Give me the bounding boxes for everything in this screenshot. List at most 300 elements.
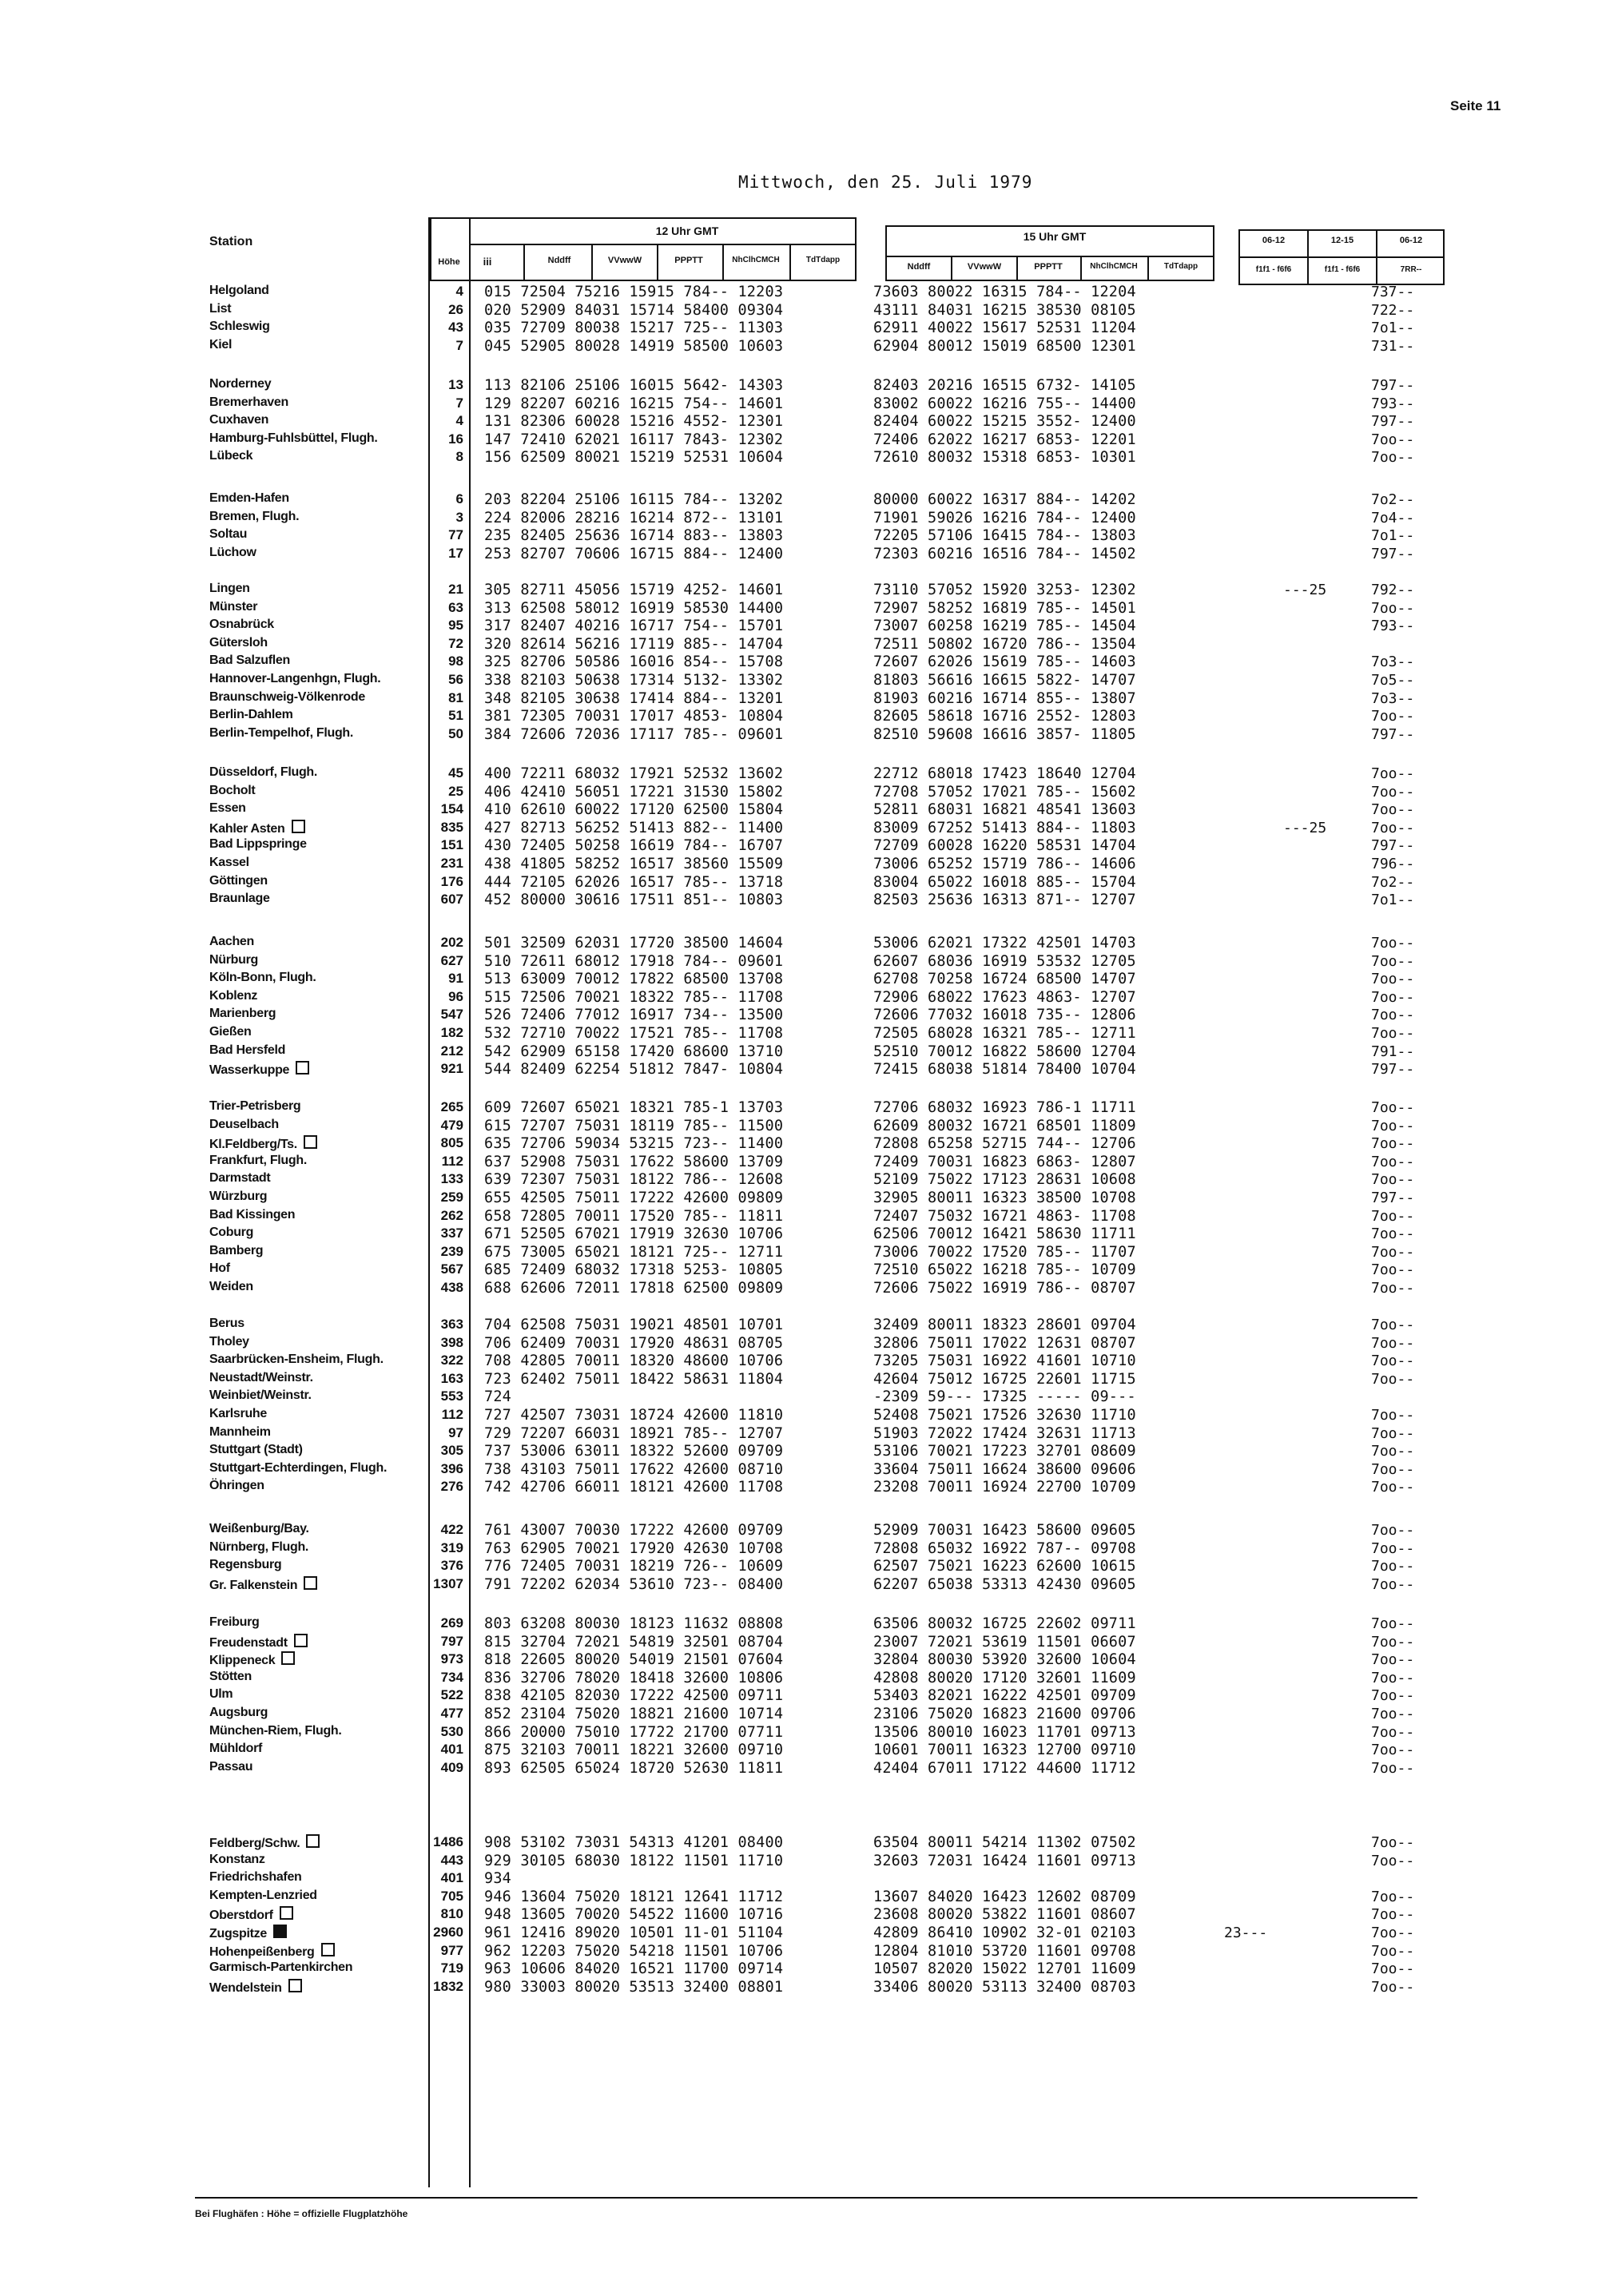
remark-code: 7oo-- — [1371, 1742, 1415, 1759]
col15-vvwww: VVwwW — [967, 262, 1002, 272]
obs-15utc: 72511 50802 16720 786-- 13504 — [873, 635, 1136, 653]
remark-code: 7oo-- — [1371, 449, 1415, 467]
remark-code: 7oo-- — [1371, 1099, 1415, 1116]
obs-15utc: 52811 68031 16821 48541 13603 — [873, 801, 1136, 819]
obs-12utc: 946 13604 75020 18121 12641 11712 — [484, 1888, 784, 1905]
station-name — [209, 546, 425, 560]
station-name-text: Bamberg — [209, 1243, 264, 1257]
station-name-text: Garmisch-Partenkirchen — [209, 1960, 353, 1975]
station-height: 319 — [440, 1539, 463, 1555]
remark-code: 7oo-- — [1371, 988, 1415, 1006]
station-height: 163 — [440, 1370, 463, 1386]
obs-15utc: 73603 80022 16315 784-- 12204 — [873, 284, 1136, 300]
remark-code: 7oo-- — [1371, 1135, 1415, 1153]
obs-15utc: 52109 75022 17123 28631 10608 — [873, 1171, 1136, 1189]
obs-15utc: 73110 57052 15920 3253- 12302 — [873, 582, 1136, 598]
remark-code: 7oo-- — [1371, 1633, 1415, 1650]
station-name — [209, 1979, 425, 1996]
obs-12utc: 129 82207 60216 16215 754-- 14601 — [484, 395, 784, 412]
station-height: 51 — [448, 708, 463, 724]
remark-code: 7oo-- — [1371, 765, 1415, 782]
station-height: 133 — [440, 1171, 463, 1187]
obs-15utc: 83009 67252 51413 884-- 11803 — [873, 819, 1136, 836]
station-height: 72 — [448, 635, 463, 651]
obs-15utc: 42604 75012 16725 22601 11715 — [873, 1370, 1136, 1388]
station-height: 477 — [440, 1706, 463, 1721]
col15-dewpoint: TdTdapp — [1163, 262, 1198, 271]
obs-12utc: 203 82204 25106 16115 784-- 13202 — [484, 491, 784, 508]
remark-code: 7o4-- — [1371, 509, 1415, 526]
station-height: 6 — [455, 491, 463, 506]
obs-15utc: 72415 68038 51814 78400 10704 — [873, 1061, 1136, 1078]
station-name-text: Wasserkuppe — [209, 1063, 290, 1078]
obs-15utc: 53106 70021 17223 32701 08609 — [873, 1443, 1136, 1460]
col15-nddff: Nddff — [907, 262, 931, 272]
station-name-text: Trier-Petrisberg — [209, 1099, 301, 1113]
station-height: 112 — [441, 1407, 463, 1422]
obs-12utc: 635 72706 59034 53215 723-- 11400 — [484, 1135, 784, 1153]
obs-12utc: 893 62505 65024 18720 52630 11811 — [484, 1759, 784, 1777]
station-name — [209, 431, 425, 446]
station-height: 2960 — [433, 1925, 463, 1940]
station-name-text: Köln-Bonn, Flugh. — [209, 971, 316, 985]
station-name-text: Klippeneck — [209, 1654, 276, 1668]
col12-vvwww: VVwwW — [607, 256, 642, 265]
remark-code: 7oo-- — [1371, 1424, 1415, 1442]
obs-12utc: 544 82409 62254 51812 7847- 10804 — [484, 1061, 784, 1078]
obs-15utc: -2309 59--- 17325 ----- 09--- — [873, 1388, 1136, 1406]
station-name-text: Schleswig — [209, 320, 270, 334]
station-name-text: Essen — [209, 801, 246, 816]
station-height: 973 — [440, 1651, 463, 1667]
obs-12utc: 637 52908 75031 17622 58600 13709 — [484, 1153, 784, 1170]
obs-15utc: 62507 75021 16223 62600 10615 — [873, 1558, 1136, 1575]
obs-15utc: 81903 60216 16714 855-- 13807 — [873, 689, 1136, 707]
station-height: 43 — [448, 320, 463, 336]
obs-12utc: 962 12203 75020 54218 11501 10706 — [484, 1942, 784, 1960]
remark-code: 793-- — [1371, 395, 1415, 412]
obs-15utc: 72808 65258 52715 744-- 12706 — [873, 1135, 1136, 1153]
station-height: 63 — [448, 599, 463, 615]
station-name-text: Wendelstein — [209, 1980, 282, 1995]
remark-code: 7o3-- — [1371, 653, 1415, 671]
station-height: 96 — [448, 988, 463, 1004]
square-icon — [304, 1135, 317, 1149]
remark-code: 797-- — [1371, 1190, 1415, 1206]
obs-12utc: 224 82006 28216 16214 872-- 13101 — [484, 509, 784, 526]
obs-12utc: 615 72707 75031 18119 785-- 11500 — [484, 1117, 784, 1134]
station-name-text: Friedrichshafen — [209, 1870, 302, 1885]
col15-clouds: NhClhCMCH — [1090, 262, 1138, 271]
precip-value: 23--- — [1224, 1925, 1268, 1941]
obs-12utc: 542 62909 65158 17420 68600 13710 — [484, 1043, 784, 1060]
station-name-text: Braunschweig-Völkenrode — [209, 689, 365, 704]
station-height: 398 — [440, 1334, 463, 1350]
station-name — [209, 1280, 425, 1294]
station-name — [209, 377, 425, 391]
remark-code: 7oo-- — [1371, 1243, 1415, 1261]
obs-15utc: 62207 65038 53313 42430 09605 — [873, 1575, 1136, 1593]
remark-code: 7oo-- — [1371, 1280, 1415, 1297]
obs-15utc: 10507 82020 15022 12701 11609 — [873, 1960, 1136, 1978]
station-name-text: Mannheim — [209, 1424, 271, 1439]
station-name — [209, 953, 425, 967]
obs-15utc: 62911 40022 15617 52531 11204 — [873, 320, 1136, 337]
remark-code: 7oo-- — [1371, 1888, 1415, 1905]
station-height: 269 — [440, 1615, 463, 1631]
station-name — [209, 1889, 425, 1903]
obs-15utc: 72706 68032 16923 786-1 11711 — [873, 1099, 1136, 1116]
page-number: Seite 11 — [1450, 98, 1501, 113]
station-height: 522 — [440, 1687, 463, 1703]
station-height: 363 — [440, 1317, 463, 1332]
station-name — [209, 1335, 425, 1349]
remark-code: 7oo-- — [1371, 1353, 1415, 1370]
remark-code: 7oo-- — [1371, 1558, 1415, 1575]
obs-12utc: 320 82614 56216 17119 885-- 14704 — [484, 635, 784, 653]
obs-15utc: 73006 65252 15719 786-- 14606 — [873, 856, 1136, 872]
remark-code: 722-- — [1371, 301, 1415, 319]
station-name — [209, 1171, 425, 1186]
station-name — [209, 1742, 425, 1756]
station-name — [209, 1099, 425, 1114]
obs-12utc: 934 — [484, 1870, 512, 1888]
extra-sub-1: f1f1 - f6f6 — [1255, 265, 1292, 274]
station-name — [209, 856, 425, 870]
obs-12utc: 948 13605 70020 54522 11600 10716 — [484, 1906, 784, 1924]
remark-code: 7oo-- — [1371, 783, 1415, 800]
station-name-text: Berlin-Tempelhof, Flugh. — [209, 725, 354, 740]
col12-ppptt: PPPTT — [674, 256, 703, 265]
station-height: 567 — [440, 1261, 463, 1277]
station-height: 176 — [440, 873, 463, 889]
station-name-text: Lübeck — [209, 449, 253, 463]
station-name-text: Norderney — [209, 377, 272, 391]
remark-code: 792-- — [1371, 582, 1415, 598]
obs-15utc: 72407 75032 16721 4863- 11708 — [873, 1207, 1136, 1225]
station-name — [209, 1479, 425, 1493]
station-name — [209, 1540, 425, 1555]
remark-code: 797-- — [1371, 725, 1415, 743]
station-name — [209, 1007, 425, 1021]
obs-15utc: 81803 56616 16615 5822- 14707 — [873, 672, 1136, 689]
remark-code: 7oo-- — [1371, 1370, 1415, 1388]
station-height: 1307 — [433, 1575, 463, 1591]
obs-12utc: 818 22605 80020 54019 21501 07604 — [484, 1651, 784, 1669]
station-height: 16 — [448, 431, 463, 447]
remark-code: 7o5-- — [1371, 672, 1415, 689]
obs-12utc: 444 72105 62026 16517 785-- 13718 — [484, 873, 784, 891]
station-height: 479 — [440, 1117, 463, 1133]
obs-15utc: 72406 62022 16217 6853- 12201 — [873, 431, 1136, 448]
remark-code: 7oo-- — [1371, 1706, 1415, 1722]
station-name-text: Freudenstadt — [209, 1635, 288, 1650]
obs-15utc: 72505 68028 16321 785-- 12711 — [873, 1025, 1136, 1042]
station-name — [209, 1388, 425, 1403]
station-height: 17 — [448, 545, 463, 561]
station-name — [209, 892, 425, 906]
remark-code: 7o2-- — [1371, 873, 1415, 891]
station-name-text: München-Riem, Flugh. — [209, 1723, 342, 1738]
station-height: 810 — [440, 1906, 463, 1922]
station-name-text: Feldberg/Schw. — [209, 1837, 300, 1850]
obs-12utc: 317 82407 40216 16717 754-- 15701 — [484, 618, 784, 635]
remark-code: 793-- — [1371, 618, 1415, 635]
station-height: 98 — [448, 653, 463, 669]
station-height: 77 — [448, 527, 463, 543]
station-name-text: Freiburg — [209, 1615, 260, 1629]
station-name — [209, 765, 425, 780]
obs-15utc: 82503 25636 16313 871-- 12707 — [873, 892, 1136, 909]
station-name-text: Kl.Feldberg/Ts. — [209, 1138, 297, 1152]
station-name-text: Berlin-Dahlem — [209, 708, 293, 722]
station-height: 797 — [440, 1633, 463, 1649]
remark-code: 7oo-- — [1371, 1978, 1415, 1996]
station-height: 627 — [440, 952, 463, 968]
iii-header: iii — [483, 256, 492, 268]
station-name-text: Stötten — [209, 1669, 252, 1683]
obs-12utc: 704 62508 75031 19021 48501 10701 — [484, 1317, 784, 1333]
obs-15utc: 83004 65022 16018 885-- 15704 — [873, 873, 1136, 891]
station-name-text: Bocholt — [209, 783, 256, 797]
obs-15utc: 13607 84020 16423 12602 08709 — [873, 1888, 1136, 1905]
station-name — [209, 582, 425, 596]
station-name — [209, 1317, 425, 1331]
remark-code: 7oo-- — [1371, 1575, 1415, 1593]
obs-12utc: 875 32103 70011 18221 32600 09710 — [484, 1742, 784, 1759]
obs-12utc: 685 72409 68032 17318 5253- 10805 — [484, 1261, 784, 1279]
obs-12utc: 742 42706 66011 18121 42600 11708 — [484, 1479, 784, 1496]
station-name-text: Cuxhaven — [209, 413, 269, 427]
remark-code: 7oo-- — [1371, 1153, 1415, 1170]
obs-12utc: 961 12416 89020 10501 11-01 51104 — [484, 1925, 784, 1941]
obs-12utc: 313 62508 58012 16919 58530 14400 — [484, 599, 784, 617]
remark-code: 737-- — [1371, 284, 1415, 300]
obs-15utc: 42808 80020 17120 32601 11609 — [873, 1669, 1136, 1686]
obs-15utc: 72610 80032 15318 6853- 10301 — [873, 449, 1136, 467]
obs-15utc: 32804 80030 53920 32600 10604 — [873, 1651, 1136, 1669]
station-height: 4 — [455, 284, 463, 299]
gmt12-header: 12 Uhr GMT — [655, 224, 719, 237]
station-name — [209, 874, 425, 888]
obs-12utc: 015 72504 75216 15915 784-- 12203 — [484, 284, 784, 300]
obs-15utc: 23007 72021 53619 11501 06607 — [873, 1633, 1136, 1650]
station-name-text: Marienberg — [209, 1007, 276, 1021]
obs-12utc: 510 72611 68012 17918 784-- 09601 — [484, 952, 784, 970]
station-height: 13 — [448, 377, 463, 392]
station-name — [209, 708, 425, 722]
remark-code: 7oo-- — [1371, 1615, 1415, 1632]
obs-15utc: 43111 84031 16215 38530 08105 — [873, 301, 1136, 319]
obs-15utc: 23608 80020 53822 11601 08607 — [873, 1906, 1136, 1924]
obs-15utc: 62708 70258 16724 68500 14707 — [873, 971, 1136, 988]
square-icon — [296, 1061, 309, 1075]
obs-12utc: 338 82103 50638 17314 5132- 13302 — [484, 672, 784, 689]
station-height: 262 — [440, 1207, 463, 1223]
station-name-text: Darmstadt — [209, 1171, 271, 1186]
remark-code: 7oo-- — [1371, 1443, 1415, 1460]
station-name-text: Würzburg — [209, 1190, 268, 1203]
station-name — [209, 1670, 425, 1684]
station-height: 265 — [440, 1099, 463, 1114]
remark-code: 7oo-- — [1371, 1723, 1415, 1741]
obs-15utc: 52510 70012 16822 58600 12704 — [873, 1043, 1136, 1060]
obs-12utc: 776 72405 70031 18219 726-- 10609 — [484, 1558, 784, 1575]
station-name-text: Bad Hersfeld — [209, 1043, 286, 1057]
obs-12utc: 438 41805 58252 16517 38560 15509 — [484, 856, 784, 872]
obs-15utc: 72303 60216 16516 784-- 14502 — [873, 545, 1136, 562]
obs-12utc: 655 42505 75011 17222 42600 09809 — [484, 1190, 784, 1206]
obs-12utc: 658 72805 70011 17520 785-- 11811 — [484, 1207, 784, 1225]
obs-12utc: 671 52505 67021 17919 32630 10706 — [484, 1225, 784, 1243]
obs-12utc: 980 33003 80020 53513 32400 08801 — [484, 1978, 784, 1996]
obs-15utc: 32409 80011 18323 28601 09704 — [873, 1317, 1136, 1333]
station-height: 553 — [440, 1388, 463, 1404]
obs-15utc: 63504 80011 54214 11302 07502 — [873, 1834, 1136, 1851]
remark-code: 791-- — [1371, 1043, 1415, 1060]
station-name-text: Münster — [209, 599, 258, 614]
station-name — [209, 1760, 425, 1774]
station-name — [209, 1371, 425, 1385]
station-name-text: Konstanz — [209, 1852, 265, 1866]
remark-code: 7oo-- — [1371, 1960, 1415, 1978]
remark-code: 7oo-- — [1371, 1317, 1415, 1333]
obs-12utc: 381 72305 70031 17017 4853- 10804 — [484, 708, 784, 725]
station-name — [209, 510, 425, 524]
station-height: 7 — [455, 337, 463, 353]
remark-code: 7o1-- — [1371, 527, 1415, 545]
station-name — [209, 600, 425, 614]
header-divider-15 — [885, 256, 1214, 257]
square-icon — [288, 1979, 302, 1992]
obs-12utc: 325 82706 50586 16016 854-- 15708 — [484, 653, 784, 671]
station-name-text: Weiden — [209, 1280, 253, 1293]
obs-15utc: 73006 70022 17520 785-- 11707 — [873, 1243, 1136, 1261]
col15-sep-4 — [1147, 256, 1149, 281]
station-height: 231 — [440, 856, 463, 871]
obs-15utc: 82403 20216 16515 6732- 14105 — [873, 377, 1136, 394]
station-name-text: Gütersloh — [209, 635, 268, 649]
station-name-text: Lingen — [209, 582, 250, 595]
remark-code: 7oo-- — [1371, 1460, 1415, 1478]
remark-code: 7oo-- — [1371, 1334, 1415, 1352]
station-height: 705 — [440, 1888, 463, 1904]
obs-15utc: 33604 75011 16624 38600 09606 — [873, 1460, 1136, 1478]
obs-12utc: 427 82713 56252 51413 882-- 11400 — [484, 819, 784, 836]
station-height: 239 — [440, 1243, 463, 1259]
obs-15utc: 73007 60258 16219 785-- 14504 — [873, 618, 1136, 635]
station-name-text: Aachen — [209, 935, 254, 948]
remark-code: 7oo-- — [1371, 1522, 1415, 1539]
obs-15utc: 82404 60022 15215 3552- 12400 — [873, 413, 1136, 431]
obs-15utc: 33406 80020 53113 32400 08703 — [873, 1978, 1136, 1996]
obs-12utc: 235 82405 25636 16714 883-- 13803 — [484, 527, 784, 545]
remark-code: 7o2-- — [1371, 491, 1415, 508]
station-name — [209, 1870, 425, 1885]
station-name — [209, 1706, 425, 1720]
station-height: 530 — [440, 1723, 463, 1739]
square-icon — [306, 1834, 320, 1848]
station-name — [209, 395, 425, 410]
station-name-text: Tholey — [209, 1334, 249, 1349]
remark-code: 7oo-- — [1371, 1942, 1415, 1960]
remark-code: 7oo-- — [1371, 599, 1415, 617]
obs-15utc: 62609 80032 16721 68501 11809 — [873, 1117, 1136, 1134]
station-height: 438 — [440, 1280, 463, 1295]
station-height: 396 — [440, 1460, 463, 1476]
obs-12utc: 675 73005 65021 18121 725-- 12711 — [484, 1243, 784, 1261]
station-height: 921 — [440, 1061, 463, 1077]
station-name — [209, 989, 425, 1003]
station-name — [209, 1225, 425, 1240]
station-name — [209, 1135, 425, 1152]
remark-code: 797-- — [1371, 1061, 1415, 1078]
station-name — [209, 1461, 425, 1476]
station-height: 81 — [448, 689, 463, 705]
station-name-text: Hannover-Langenhgn, Flugh. — [209, 672, 381, 685]
obs-12utc: 838 42105 82030 17222 42500 09711 — [484, 1687, 784, 1705]
obs-12utc: 384 72606 72036 17117 785-- 09601 — [484, 725, 784, 743]
remark-code: 7oo-- — [1371, 801, 1415, 819]
remark-code: 7oo-- — [1371, 431, 1415, 448]
station-name-text: Coburg — [209, 1225, 254, 1240]
remark-code: 797-- — [1371, 545, 1415, 562]
remark-code: 7oo-- — [1371, 952, 1415, 970]
station-name — [209, 837, 425, 852]
obs-15utc: 42809 86410 10902 32-01 02103 — [873, 1925, 1136, 1941]
obs-12utc: 147 72410 62021 16117 7843- 12302 — [484, 431, 784, 448]
obs-15utc: 63506 80032 16725 22602 09711 — [873, 1615, 1136, 1632]
station-name-text: Saarbrücken-Ensheim, Flugh. — [209, 1353, 384, 1367]
station-name-text: Weinbiet/Weinstr. — [209, 1388, 312, 1403]
obs-15utc: 53403 82021 16222 42501 09709 — [873, 1687, 1136, 1705]
hoehe-header: Höhe — [438, 257, 460, 267]
col12-dewpoint: TdTdapp — [805, 256, 841, 264]
station-name — [209, 1634, 425, 1650]
obs-12utc: 113 82106 25106 16015 5642- 14303 — [484, 377, 784, 394]
remark-code: 7oo-- — [1371, 819, 1415, 836]
obs-15utc: 10601 70011 16323 12700 09710 — [873, 1742, 1136, 1759]
obs-15utc: 82605 58618 16716 2552- 12803 — [873, 708, 1136, 725]
obs-15utc: 12804 81010 53720 11601 09708 — [873, 1942, 1136, 1960]
station-height: 4 — [455, 413, 463, 429]
station-height: 8 — [455, 449, 463, 465]
obs-12utc: 852 23104 75020 18821 21600 10714 — [484, 1706, 784, 1722]
station-name-text: Kahler Asten — [209, 821, 285, 836]
obs-15utc: 51903 72022 17424 32631 11713 — [873, 1424, 1136, 1442]
obs-12utc: 706 62409 70031 17920 48631 08705 — [484, 1334, 784, 1352]
square-icon — [321, 1943, 335, 1956]
col12-sep-4 — [789, 244, 791, 281]
station-name — [209, 1025, 425, 1039]
obs-12utc: 526 72406 77012 16917 734-- 13500 — [484, 1007, 784, 1024]
station-name — [209, 527, 425, 542]
station-name — [209, 971, 425, 985]
obs-15utc: 73205 75031 16922 41601 10710 — [873, 1353, 1136, 1370]
station-height: 401 — [440, 1870, 463, 1886]
obs-12utc: 515 72506 70021 18322 785-- 11708 — [484, 988, 784, 1006]
station-height: 259 — [440, 1190, 463, 1205]
obs-15utc: 83002 60022 16216 755-- 14400 — [873, 395, 1136, 412]
station-name — [209, 284, 425, 298]
remark-code: 7oo-- — [1371, 1407, 1415, 1424]
remark-code: 7oo-- — [1371, 1852, 1415, 1869]
square-icon — [281, 1651, 295, 1665]
station-height: 154 — [440, 801, 463, 817]
station-header: Station — [209, 235, 253, 248]
station-name — [209, 1061, 425, 1078]
obs-12utc: 929 30105 68030 18122 11501 11710 — [484, 1852, 784, 1869]
